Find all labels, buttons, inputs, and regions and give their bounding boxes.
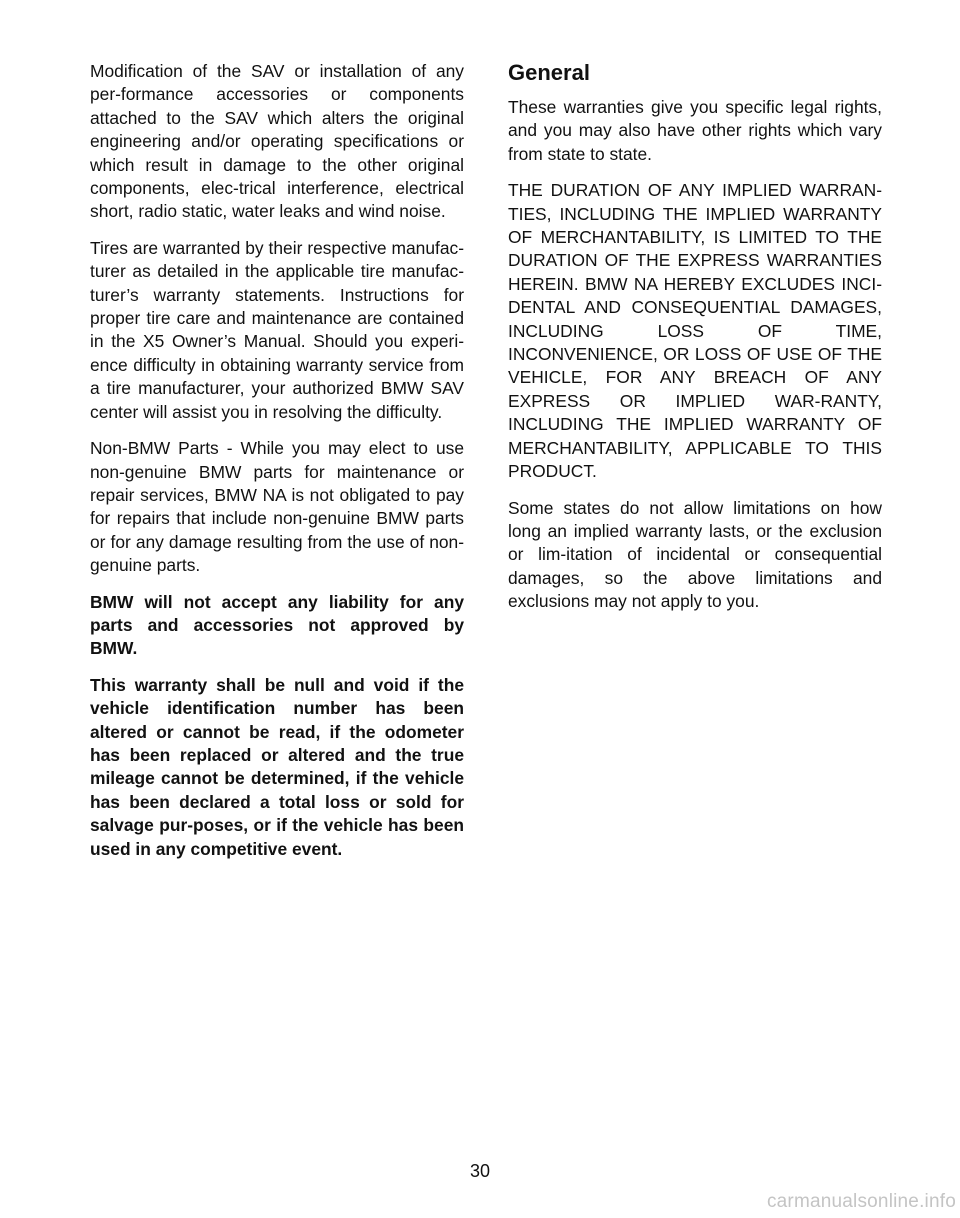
modification-paragraph: Modification of the SAV or installation of any per-formance accessories or components attached to the SAV which alters the original engineering and/or operating specifications or which result in damage to the other original components, elec-trical interference, electrical short, radio static, water leaks and wind noise.: [90, 61, 464, 222]
state-limitations-paragraph: Some states do not allow limitations on how long an implied warranty lasts, or the exclusion or lim-itation of incidental or consequential damages, so the above limitations and exclusions may not apply to you.: [508, 497, 882, 612]
implied-warranties-paragraph: THE DURATION OF ANY IMPLIED WARRAN-TIES, INCLUDING THE IMPLIED WARRANTY OF MERCHANTABILITY, IS LIMITED TO THE DURATION OF THE EXPRESS WARRANTIES HEREIN. BMW NA HEREBY EXCLUDES INCI-DENTAL AND CONSEQUENTIAL DAMAGES, INCLUDING LOSS OF TIME, INCONVENIENCE, OR LOSS OF USE OF THE VEHICLE, FOR ANY BREACH OF ANY EXPRESS OR IMPLIED WAR-RANTY, INCLUDING THE IMPLIED WARRANTY OF MERCHANTABILITY, APPLICABLE TO THIS PRODUCT.: [508, 180, 882, 482]
legal-rights-paragraph: These warranties give you specific legal rights, and you may also have other rights which vary from state to state.: [508, 97, 882, 164]
page-number: 30: [469, 1161, 491, 1181]
liability-paragraph: BMW will not accept any liability for any parts and accessories not approved by BMW.: [90, 591, 464, 659]
non-bmw-parts-paragraph: Non-BMW Parts - While you may elect to use non-genuine BMW parts for maintenance or repair services, BMW NA is not obligated to pay for repairs that include non-genuine BMW parts or for any damage resulting from the use of non-genuine parts.: [90, 438, 464, 576]
null-and-void-paragraph: This warranty shall be null and void if the vehicle identification number has been altered or cannot be read, if the odometer has been replaced or altered and the true mileage cannot be determined, if the vehicle has been declared a total loss or sold for salvage pur-poses, or if the vehicle has been used in any competitive event.: [90, 674, 464, 859]
right-column: [508, 60, 882, 627]
watermark: carmanualsonline.info: [766, 1191, 956, 1212]
general-heading: General: [508, 60, 590, 85]
left-column: [90, 60, 464, 874]
tires-paragraph: Tires are warranted by their respective manufac-turer as detailed in the applicable tire manufac-turer’s warranty statements. Instructions for proper tire care and maintenance are contained in the X5 Owner’s Manual. Should you experi-ence difficulty in obtaining warranty service from a tire manufacturer, your authorized BMW SAV center will assist you in resolving the difficulty.: [90, 237, 464, 422]
